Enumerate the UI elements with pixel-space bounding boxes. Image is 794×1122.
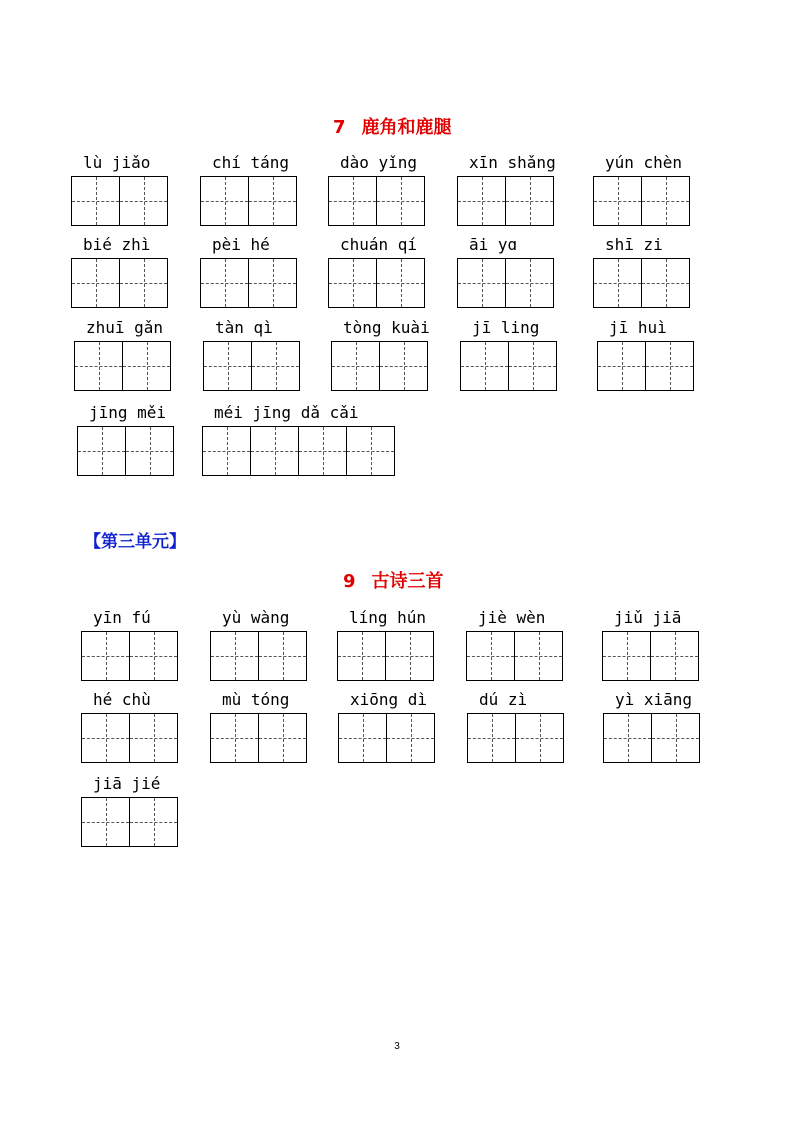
page-number: 3 — [394, 1041, 400, 1052]
pinyin-label: chí táng — [212, 153, 290, 172]
tianzige-grid — [77, 426, 174, 476]
pinyin-label: xiōng dì — [350, 690, 428, 709]
lesson-7-item — [328, 235, 425, 308]
pinyin-label: pèi hé — [212, 235, 270, 254]
pinyin-label: dào yǐng — [340, 153, 418, 172]
tianzige-grid — [457, 258, 554, 308]
pinyin-label: tàn qì — [215, 318, 273, 337]
writing-box[interactable] — [508, 341, 557, 391]
writing-box[interactable] — [250, 426, 299, 476]
writing-box[interactable] — [376, 176, 425, 226]
writing-box[interactable] — [200, 258, 249, 308]
tianzige-grid — [593, 176, 690, 226]
writing-box[interactable] — [641, 258, 690, 308]
pinyin-label: mù tóng — [222, 690, 290, 709]
lesson-7-item — [74, 318, 171, 391]
lesson-number: 9 — [343, 571, 356, 592]
writing-box[interactable] — [81, 631, 130, 681]
lesson-9-item — [603, 690, 700, 763]
lesson-9-item — [338, 690, 435, 763]
lesson-7-item — [203, 318, 300, 391]
lesson-7-item — [328, 153, 425, 226]
writing-box[interactable] — [466, 631, 515, 681]
lesson-7-item — [202, 403, 395, 476]
lesson-7-item — [593, 153, 690, 226]
pinyin-label: yún chèn — [605, 153, 683, 172]
tianzige-grid — [467, 713, 564, 763]
lesson-9-item — [81, 774, 178, 847]
lesson-9-item — [210, 690, 307, 763]
tianzige-grid — [597, 341, 694, 391]
writing-box[interactable] — [593, 176, 642, 226]
lesson-7-item — [457, 153, 556, 226]
writing-box[interactable] — [81, 797, 130, 847]
lesson-7-item — [200, 153, 297, 226]
lesson-7-item — [593, 235, 690, 308]
writing-box[interactable] — [505, 176, 554, 226]
writing-box[interactable] — [379, 341, 428, 391]
writing-box[interactable] — [467, 713, 516, 763]
tianzige-grid — [81, 713, 178, 763]
tianzige-grid — [81, 797, 178, 847]
pinyin-label: jīng měi — [89, 403, 167, 422]
writing-box[interactable] — [457, 258, 506, 308]
tianzige-grid — [71, 176, 168, 226]
writing-box[interactable] — [203, 341, 252, 391]
tianzige-grid — [202, 426, 395, 476]
lesson-7-item — [200, 235, 297, 308]
writing-box[interactable] — [258, 713, 307, 763]
writing-box[interactable] — [125, 426, 174, 476]
tianzige-grid — [203, 341, 300, 391]
writing-box[interactable] — [331, 341, 380, 391]
writing-box[interactable] — [298, 426, 347, 476]
pinyin-label: yīn fú — [93, 608, 151, 627]
lesson-title-text: 古诗三首 — [371, 571, 444, 592]
writing-box[interactable] — [119, 258, 168, 308]
writing-box[interactable] — [129, 713, 178, 763]
lesson-9-item — [81, 608, 178, 681]
tianzige-grid — [328, 176, 425, 226]
writing-box[interactable] — [74, 341, 123, 391]
writing-box[interactable] — [337, 631, 386, 681]
tianzige-grid — [460, 341, 557, 391]
writing-box[interactable] — [651, 713, 700, 763]
writing-box[interactable] — [129, 631, 178, 681]
writing-box[interactable] — [129, 797, 178, 847]
writing-box[interactable] — [602, 631, 651, 681]
pinyin-label: yì xiāng — [615, 690, 693, 709]
pinyin-label: chuán qí — [340, 235, 418, 254]
writing-box[interactable] — [641, 176, 690, 226]
writing-box[interactable] — [457, 176, 506, 226]
lesson-7-item — [597, 318, 694, 391]
writing-box[interactable] — [505, 258, 554, 308]
tianzige-grid — [602, 631, 699, 681]
lesson-9-title — [343, 567, 444, 593]
writing-box[interactable] — [251, 341, 300, 391]
writing-box[interactable] — [386, 713, 435, 763]
pinyin-label: xīn shǎng — [469, 153, 556, 172]
pinyin-label: méi jīng dǎ cǎi — [214, 403, 359, 422]
lesson-9-item — [602, 608, 699, 681]
pinyin-label: hé chù — [93, 690, 151, 709]
pinyin-label: lù jiǎo — [83, 153, 151, 172]
tianzige-grid — [603, 713, 700, 763]
writing-box[interactable] — [460, 341, 509, 391]
unit-heading: 【第三单元】 — [84, 532, 186, 552]
tianzige-grid — [466, 631, 563, 681]
tianzige-grid — [74, 341, 171, 391]
writing-box[interactable] — [515, 713, 564, 763]
writing-box[interactable] — [645, 341, 694, 391]
writing-box[interactable] — [593, 258, 642, 308]
lesson-9-item — [337, 608, 434, 681]
lesson-7-item — [71, 153, 168, 226]
writing-box[interactable] — [248, 258, 297, 308]
lesson-7-item — [331, 318, 430, 391]
pinyin-label: tòng kuài — [343, 318, 430, 337]
tianzige-grid — [81, 631, 178, 681]
tianzige-grid — [331, 341, 430, 391]
tianzige-grid — [338, 713, 435, 763]
writing-box[interactable] — [71, 258, 120, 308]
tianzige-grid — [210, 631, 307, 681]
tianzige-grid — [200, 176, 297, 226]
writing-box[interactable] — [346, 426, 395, 476]
pinyin-label: zhuī gǎn — [86, 318, 164, 337]
lesson-9-item — [81, 690, 178, 763]
tianzige-grid — [457, 176, 556, 226]
writing-box[interactable] — [248, 176, 297, 226]
writing-box[interactable] — [514, 631, 563, 681]
writing-box[interactable] — [119, 176, 168, 226]
lesson-9-item — [466, 608, 563, 681]
writing-box[interactable] — [328, 258, 377, 308]
pinyin-label: jiǔ jiā — [614, 608, 682, 627]
lesson-title-text: 鹿角和鹿腿 — [361, 117, 452, 138]
tianzige-grid — [337, 631, 434, 681]
pinyin-label: dú zì — [479, 690, 528, 709]
pinyin-label: jiè wèn — [478, 608, 546, 627]
writing-box[interactable] — [200, 176, 249, 226]
lesson-7-title — [333, 113, 452, 139]
writing-box[interactable] — [210, 631, 259, 681]
pinyin-label: yù wàng — [222, 608, 290, 627]
lesson-9-item — [210, 608, 307, 681]
writing-box[interactable] — [81, 713, 130, 763]
tianzige-grid — [328, 258, 425, 308]
pinyin-label: jī huì — [609, 318, 667, 337]
tianzige-grid — [210, 713, 307, 763]
pinyin-label: jiā jié — [93, 774, 161, 793]
lesson-9-item — [467, 690, 564, 763]
writing-box[interactable] — [210, 713, 259, 763]
writing-box[interactable] — [603, 713, 652, 763]
tianzige-grid — [71, 258, 168, 308]
lesson-number: 7 — [333, 117, 346, 138]
writing-box[interactable] — [258, 631, 307, 681]
writing-box[interactable] — [71, 176, 120, 226]
writing-box[interactable] — [650, 631, 699, 681]
writing-box[interactable] — [328, 176, 377, 226]
pinyin-label: bié zhì — [83, 235, 151, 254]
lesson-7-item — [71, 235, 168, 308]
writing-box[interactable] — [338, 713, 387, 763]
lesson-7-item — [457, 235, 554, 308]
tianzige-grid — [200, 258, 297, 308]
pinyin-label: líng hún — [349, 608, 427, 627]
pinyin-label: jī ling — [472, 318, 540, 337]
writing-box[interactable] — [122, 341, 171, 391]
writing-box[interactable] — [376, 258, 425, 308]
lesson-7-item — [77, 403, 174, 476]
writing-box[interactable] — [385, 631, 434, 681]
writing-box[interactable] — [77, 426, 126, 476]
lesson-7-item — [460, 318, 557, 391]
pinyin-label: shī zi — [605, 235, 663, 254]
writing-box[interactable] — [202, 426, 251, 476]
tianzige-grid — [593, 258, 690, 308]
pinyin-label: āi yɑ — [469, 235, 518, 254]
writing-box[interactable] — [597, 341, 646, 391]
